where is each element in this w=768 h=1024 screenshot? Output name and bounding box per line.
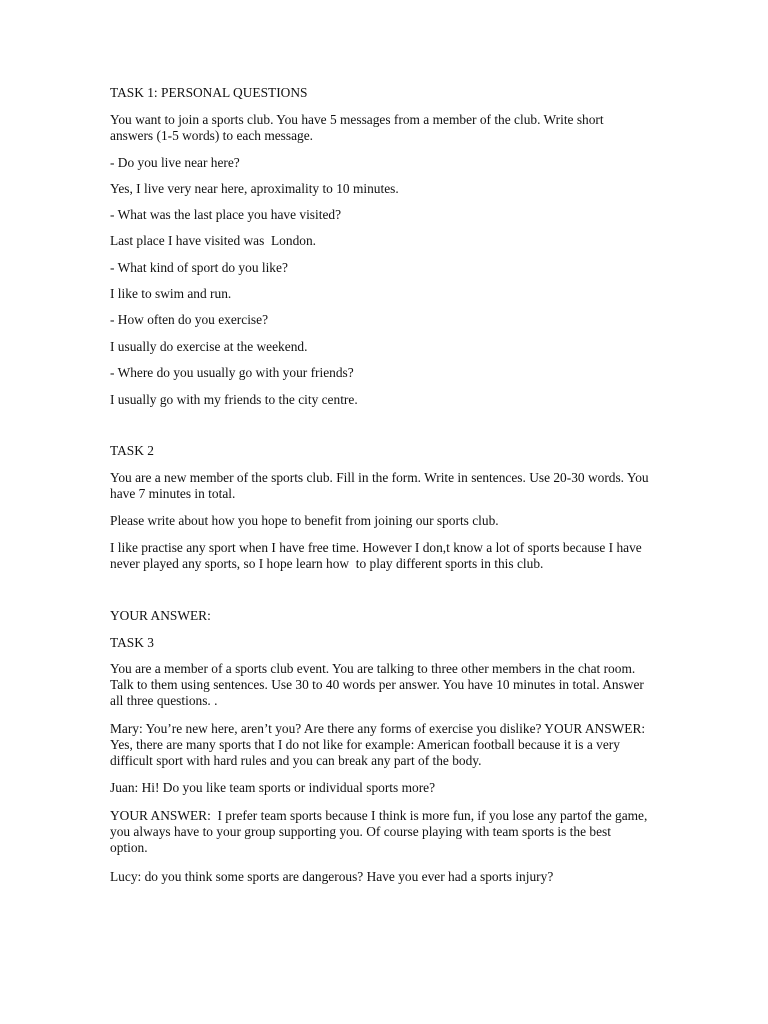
task2-heading: TASK 2 — [110, 443, 154, 458]
task1-question-3: - What kind of sport do you like? — [110, 260, 288, 275]
task1-answer-2: Last place I have visited was London. — [110, 233, 317, 248]
task1-answer-4: I usually do exercise at the weekend. — [110, 339, 308, 354]
task3-juan-message: Juan: Hi! Do you like team sports or individual sports more? — [110, 780, 436, 795]
task3-juan-answer: YOUR ANSWER: I prefer team sports because I think is more fun, if you lose any partof the game, you always have to your group supporting you. Of course playing with team sports is the best option. — [110, 808, 651, 855]
task1-question-2: - What was the last place you have visited? — [110, 207, 342, 222]
task2-instructions: You are a new member of the sports club. Fill in the form. Write in sentences. Use 20-30 words. You have 7 minutes in total. — [110, 470, 652, 501]
task1-answer-1: Yes, I live very near here, aproximality to 10 minutes. — [110, 181, 399, 196]
task1-question-5: - Where do you usually go with your friends? — [110, 365, 354, 380]
task1-answer-5: I usually go with my friends to the city centre. — [110, 392, 358, 407]
task1-heading: TASK 1: PERSONAL QUESTIONS — [110, 85, 308, 100]
task3-heading: TASK 3 — [110, 635, 154, 650]
task2-answer: I like practise any sport when I have free time. However I don,t know a lot of sports because I have never played any sports, so I hope learn how to play different sports in this club. — [110, 540, 646, 571]
task2-prompt: Please write about how you hope to benefit from joining our sports club. — [110, 513, 499, 528]
task3-mary-message: Mary: You’re new here, aren’t you? Are there any forms of exercise you dislike? YOUR ANSWER: Yes, there are many sports that I do not like for example: American football because it is a very difficult sport with hard rules and you can break any part of the body. — [110, 721, 648, 768]
task3-instructions: You are a member of a sports club event. You are talking to three other members in the chat room. Talk to them using sentences. Use 30 to 40 words per answer. You have 10 minutes in total. Answer all three questions. . — [110, 661, 648, 708]
task1-question-1: - Do you live near here? — [110, 155, 240, 170]
task1-instructions: You want to join a sports club. You have 5 messages from a member of the club. Write short answers (1-5 words) to each message. — [110, 112, 607, 143]
task1-answer-3: I like to swim and run. — [110, 286, 232, 301]
task1-question-4: - How often do you exercise? — [110, 312, 269, 327]
your-answer-label: YOUR ANSWER: — [110, 608, 211, 623]
task3-lucy-message: Lucy: do you think some sports are dangerous? Have you ever had a sports injury? — [110, 869, 554, 884]
